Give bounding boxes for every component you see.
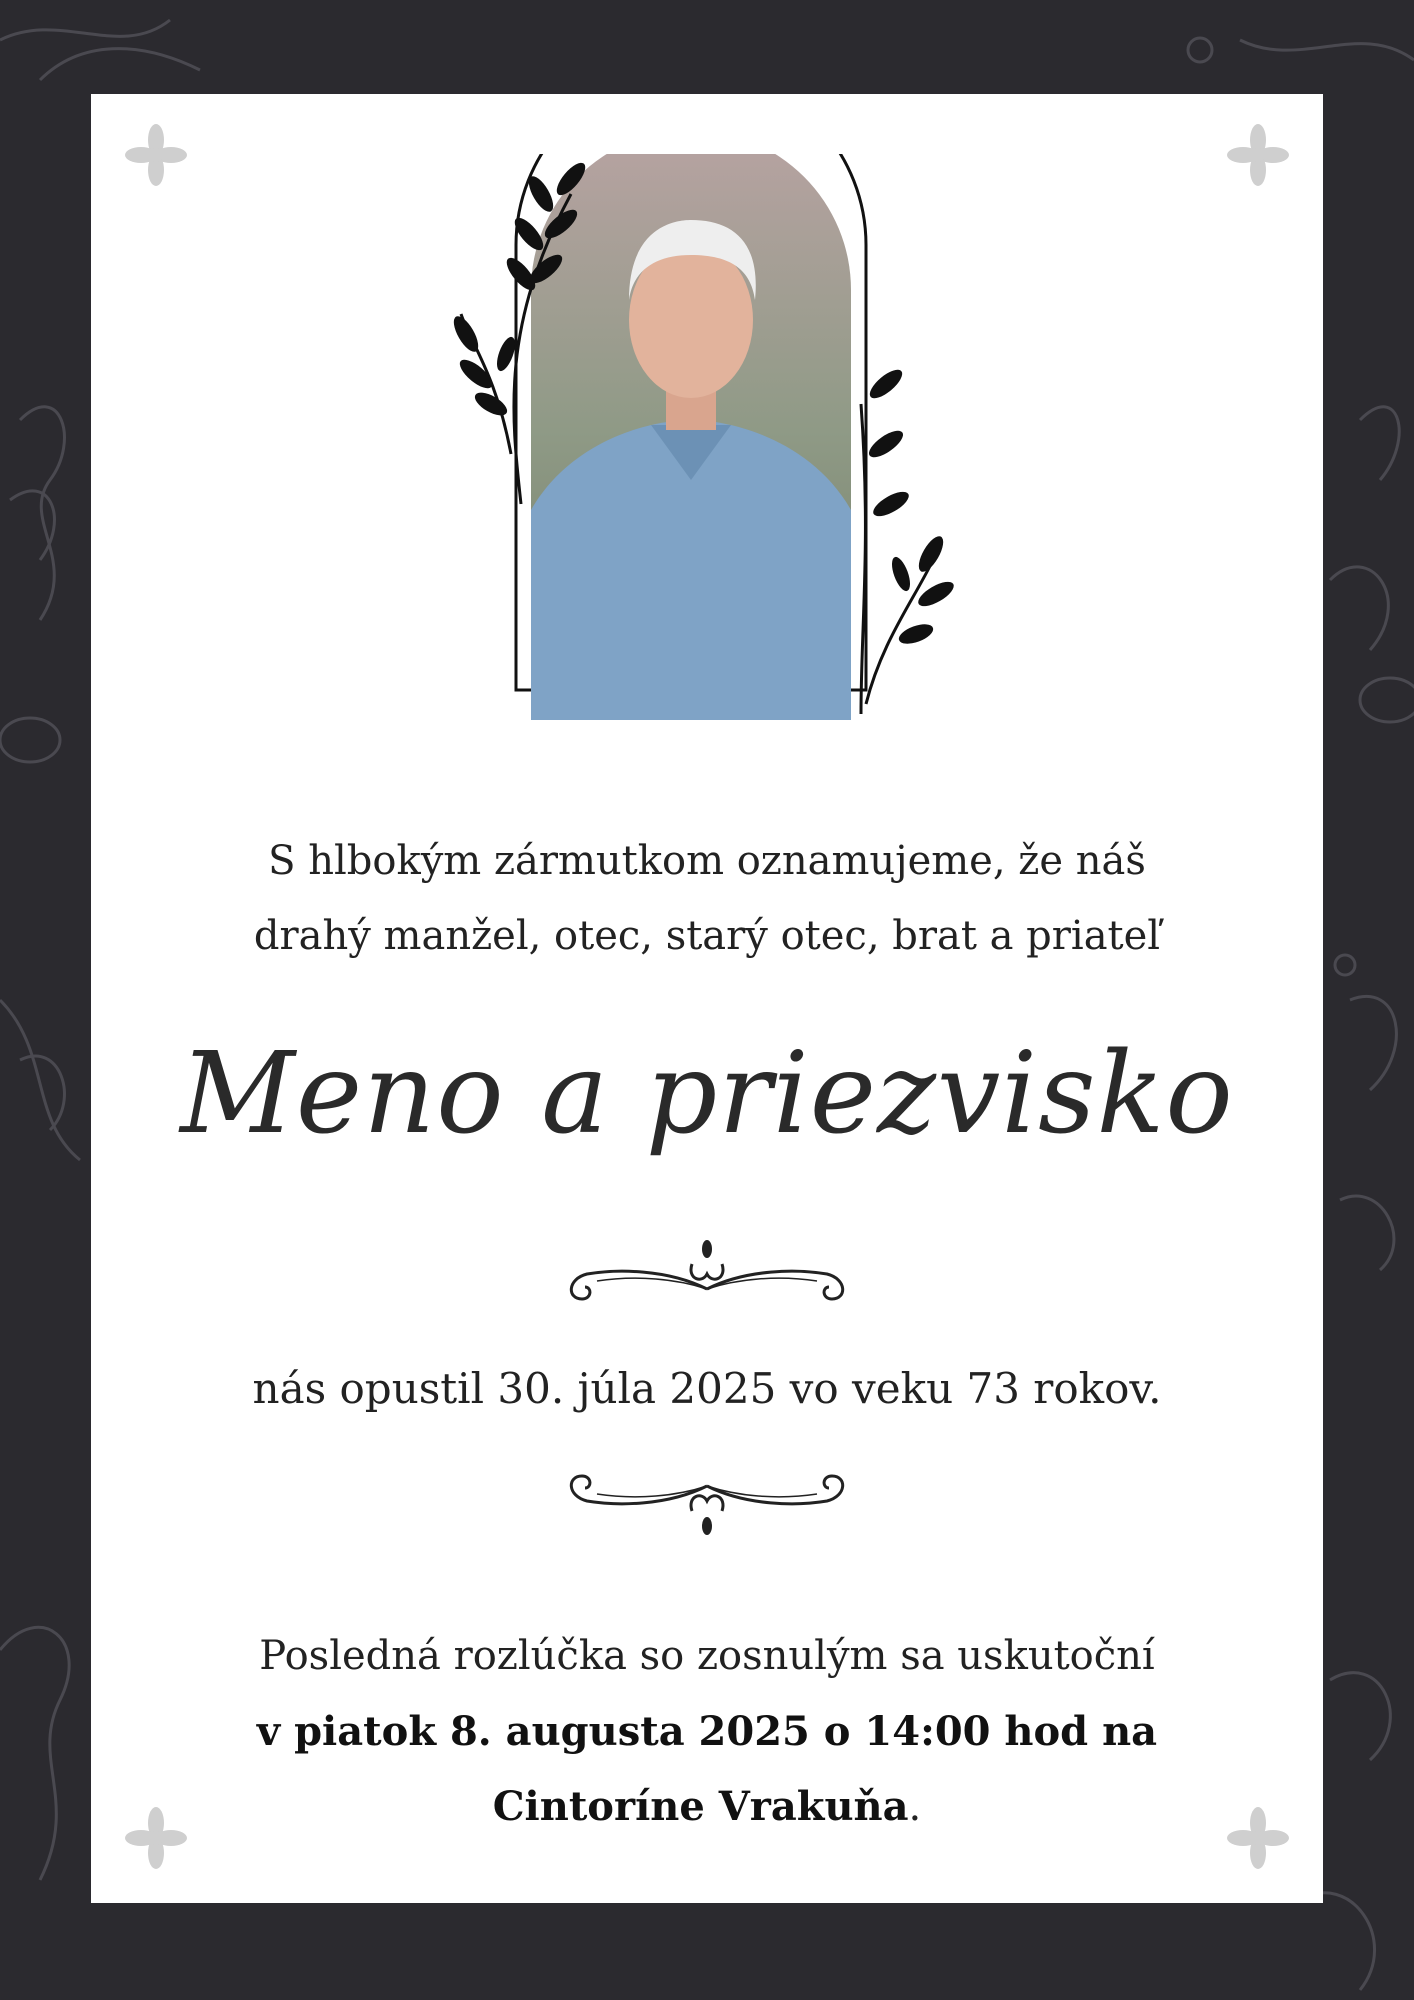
intro-text: [171, 824, 1243, 974]
funeral-line-1: Posledná rozlúčka so zosnulým sa uskutoční: [259, 1633, 1155, 1679]
funeral-line-3-end: .: [908, 1784, 922, 1830]
flourish-divider-icon: [557, 1466, 857, 1536]
intro-line-1: S hlbokým zármutkom oznamujeme, že náš: [268, 838, 1146, 884]
funeral-location: Cintoríne Vrakuňa: [492, 1783, 909, 1830]
leaf-branch-icon: [831, 344, 971, 724]
intro-line-2: drahý manžel, otec, starý otec, brat a priateľ: [253, 913, 1161, 959]
floral-corner-icon: [1213, 110, 1303, 200]
portrait-frame: [461, 154, 961, 724]
deceased-name: Meno a priezvisko: [180, 1029, 1234, 1159]
leaf-branch-icon: [451, 154, 601, 514]
flourish-divider-icon: [557, 1239, 857, 1309]
memorial-card: [91, 94, 1323, 1903]
floral-corner-icon: [111, 110, 201, 200]
death-notice: nás opustil 30. júla 2025 vo veku 73 rokov.: [252, 1364, 1162, 1413]
funeral-line-2: v piatok 8. augusta 2025 o 14:00 hod na: [256, 1708, 1158, 1755]
funeral-info: [171, 1619, 1243, 1845]
